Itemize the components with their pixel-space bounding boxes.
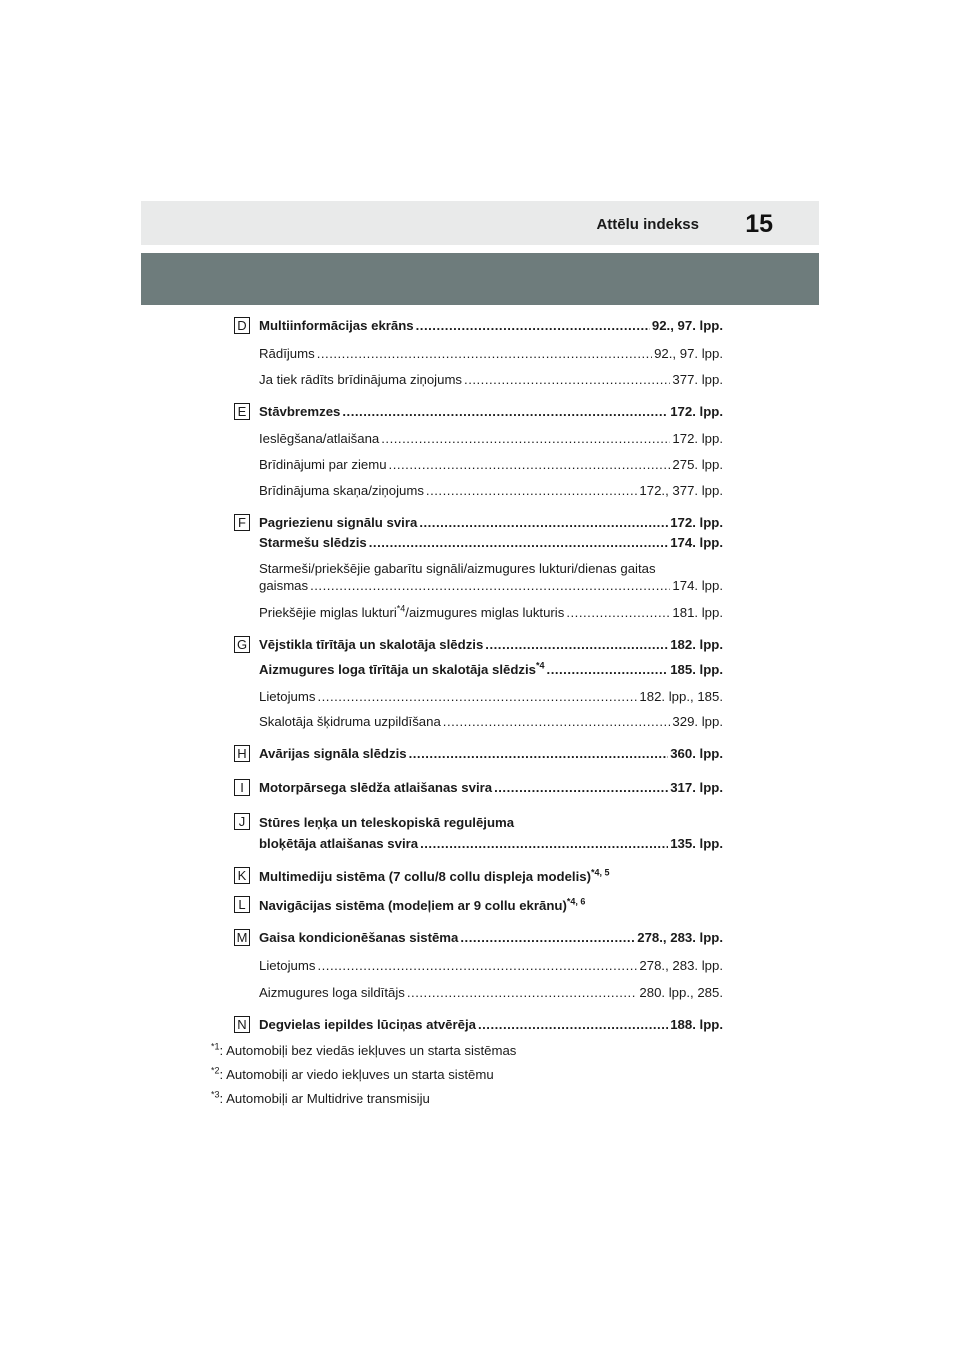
section-letter: D xyxy=(234,317,250,334)
index-entry[interactable] xyxy=(259,1017,723,1033)
entry-page: 317. lpp. xyxy=(670,780,723,795)
index-entry[interactable] xyxy=(259,746,723,762)
header-band xyxy=(141,253,819,305)
entry-label: Ja tiek rādīts brīdinājuma ziņojums xyxy=(259,372,463,387)
entry-label: gaismas xyxy=(259,578,309,593)
index-subentry[interactable] xyxy=(259,578,723,594)
entry-page: 280. lpp., 285. xyxy=(639,985,723,1000)
section-letter: F xyxy=(234,514,250,531)
entry-label: Stāvbremzes xyxy=(259,404,341,419)
entry-label: Vējstikla tīrītāja un skalotāja slēdzis xyxy=(259,637,484,652)
section-letter: J xyxy=(234,813,250,830)
entry-label: Brīdinājumi par ziemu xyxy=(259,457,387,472)
section-letter: E xyxy=(234,403,250,420)
index-subentry[interactable] xyxy=(259,483,723,499)
entry-page: 329. lpp. xyxy=(672,714,723,729)
entry-label: Pagriezienu signālu svira xyxy=(259,515,418,530)
index-entry[interactable] xyxy=(259,637,723,653)
entry-page: 278., 283. lpp. xyxy=(637,930,723,945)
index-subentry[interactable] xyxy=(259,714,723,730)
index-subentry[interactable] xyxy=(259,346,723,362)
footnote xyxy=(211,1091,430,1107)
entry-page: 185. lpp. xyxy=(670,662,723,677)
footnote-ref: *4, 6 xyxy=(566,896,586,907)
index-entry[interactable] xyxy=(259,515,723,531)
footnote-ref: *4 xyxy=(396,605,406,614)
entry-page: 92., 97. lpp. xyxy=(651,318,723,333)
section-letter: L xyxy=(234,896,250,913)
header-bar xyxy=(141,201,819,245)
page-number: 15 xyxy=(745,210,773,238)
entry-label: Avārijas signāla slēdzis xyxy=(259,746,407,761)
index-entry[interactable] xyxy=(259,535,723,551)
entry-label: Degvielas iepildes lūciņas atvērēja xyxy=(259,1017,476,1032)
entry-page: 174. lpp. xyxy=(670,535,723,550)
index-entry[interactable] xyxy=(259,404,723,420)
section-letter: N xyxy=(234,1016,250,1033)
entry-label: Brīdinājuma skaņa/ziņojums xyxy=(259,483,424,498)
index-subentry[interactable] xyxy=(259,457,723,473)
entry-page: 182. lpp. xyxy=(670,637,723,652)
section-letter: K xyxy=(234,867,250,884)
entry-page: 275. lpp. xyxy=(672,457,723,472)
entry-page: 377. lpp. xyxy=(672,372,723,387)
index-subentry[interactable] xyxy=(259,605,723,621)
index-entry[interactable] xyxy=(259,662,723,678)
index-subentry[interactable] xyxy=(259,985,723,1001)
footnote xyxy=(211,1067,494,1083)
footnote-ref: *4, 5 xyxy=(590,867,610,878)
entry-label: Multiinformācijas ekrāns xyxy=(259,318,414,333)
index-entry[interactable] xyxy=(259,318,723,334)
entry-page: 182. lpp., 185. xyxy=(639,689,723,704)
entry-label: Rādījums xyxy=(259,346,315,361)
footnote-mark: *1 xyxy=(211,1041,220,1052)
entry-page: 188. lpp. xyxy=(670,1017,723,1032)
footnote-text: : Automobiļi bez viedās iekļuves un starta sistēmas xyxy=(219,1043,517,1058)
footnote xyxy=(211,1043,516,1059)
entry-label: Aizmugures loga sildītājs xyxy=(259,985,405,1000)
entry-page: 174. lpp. xyxy=(672,578,723,593)
footnote-mark: *2 xyxy=(211,1065,220,1076)
entry-page: 172. lpp. xyxy=(670,515,723,530)
index-entry[interactable] xyxy=(259,836,723,852)
entry-label: Gaisa kondicionēšanas sistēma xyxy=(259,930,459,945)
entry-label: Multimediju sistēma (7 collu/8 collu displeja modelis) xyxy=(259,869,591,884)
index-entry[interactable] xyxy=(259,930,723,946)
entry-page: 360. lpp. xyxy=(670,746,723,761)
index-entry-line: Stūres leņķa un teleskopiskā regulējuma xyxy=(259,815,515,830)
section-letter: G xyxy=(234,636,250,653)
footnote-mark: *3 xyxy=(211,1089,220,1100)
entry-page: 278., 283. lpp. xyxy=(639,958,723,973)
index-subentry-line: Starmeši/priekšējie gabarītu signāli/aizmugures lukturi/dienas gaitas xyxy=(259,561,656,576)
entry-page: 172., 377. lpp. xyxy=(639,483,723,498)
entry-page: 172. lpp. xyxy=(672,431,723,446)
footnote-text: : Automobiļi ar viedo iekļuves un starta sistēmu xyxy=(219,1067,494,1082)
section-letter: I xyxy=(234,779,250,796)
entry-label: Motorpārsega slēdža atlaišanas svira xyxy=(259,780,493,795)
entry-label: Navigācijas sistēma (modeļiem ar 9 collu ekrānu) xyxy=(259,898,567,913)
index-entry[interactable] xyxy=(259,780,723,796)
footnote-text: : Automobiļi ar Multidrive transmisiju xyxy=(219,1091,430,1106)
section-letter: M xyxy=(234,929,250,946)
entry-label: Priekšējie miglas lukturi xyxy=(259,605,397,620)
entry-page: 135. lpp. xyxy=(670,836,723,851)
section-letter: H xyxy=(234,745,250,762)
entry-page: 92., 97. lpp. xyxy=(654,346,723,361)
index-subentry[interactable] xyxy=(259,431,723,447)
entry-page: 172. lpp. xyxy=(670,404,723,419)
index-subentry[interactable] xyxy=(259,372,723,388)
index-entry[interactable] xyxy=(259,869,723,885)
index-subentry[interactable] xyxy=(259,689,723,705)
footnote-ref: *4 xyxy=(536,662,545,671)
index-entry[interactable] xyxy=(259,898,723,914)
entry-page: 181. lpp. xyxy=(672,605,723,620)
header-title: Attēlu indekss xyxy=(596,216,699,233)
entry-label: Lietojums xyxy=(259,958,316,973)
entry-label: Skalotāja šķidruma uzpildīšana xyxy=(259,714,441,729)
entry-label: /aizmugures miglas lukturis xyxy=(405,605,565,620)
entry-label: bloķētāja atlaišanas svira xyxy=(259,836,419,851)
entry-label: Ieslēgšana/atlaišana xyxy=(259,431,380,446)
entry-label: Aizmugures loga tīrītāja un skalotāja slēdzis xyxy=(259,662,537,677)
entry-label: Starmešu slēdzis xyxy=(259,535,367,550)
index-subentry[interactable] xyxy=(259,958,723,974)
entry-label: Lietojums xyxy=(259,689,316,704)
